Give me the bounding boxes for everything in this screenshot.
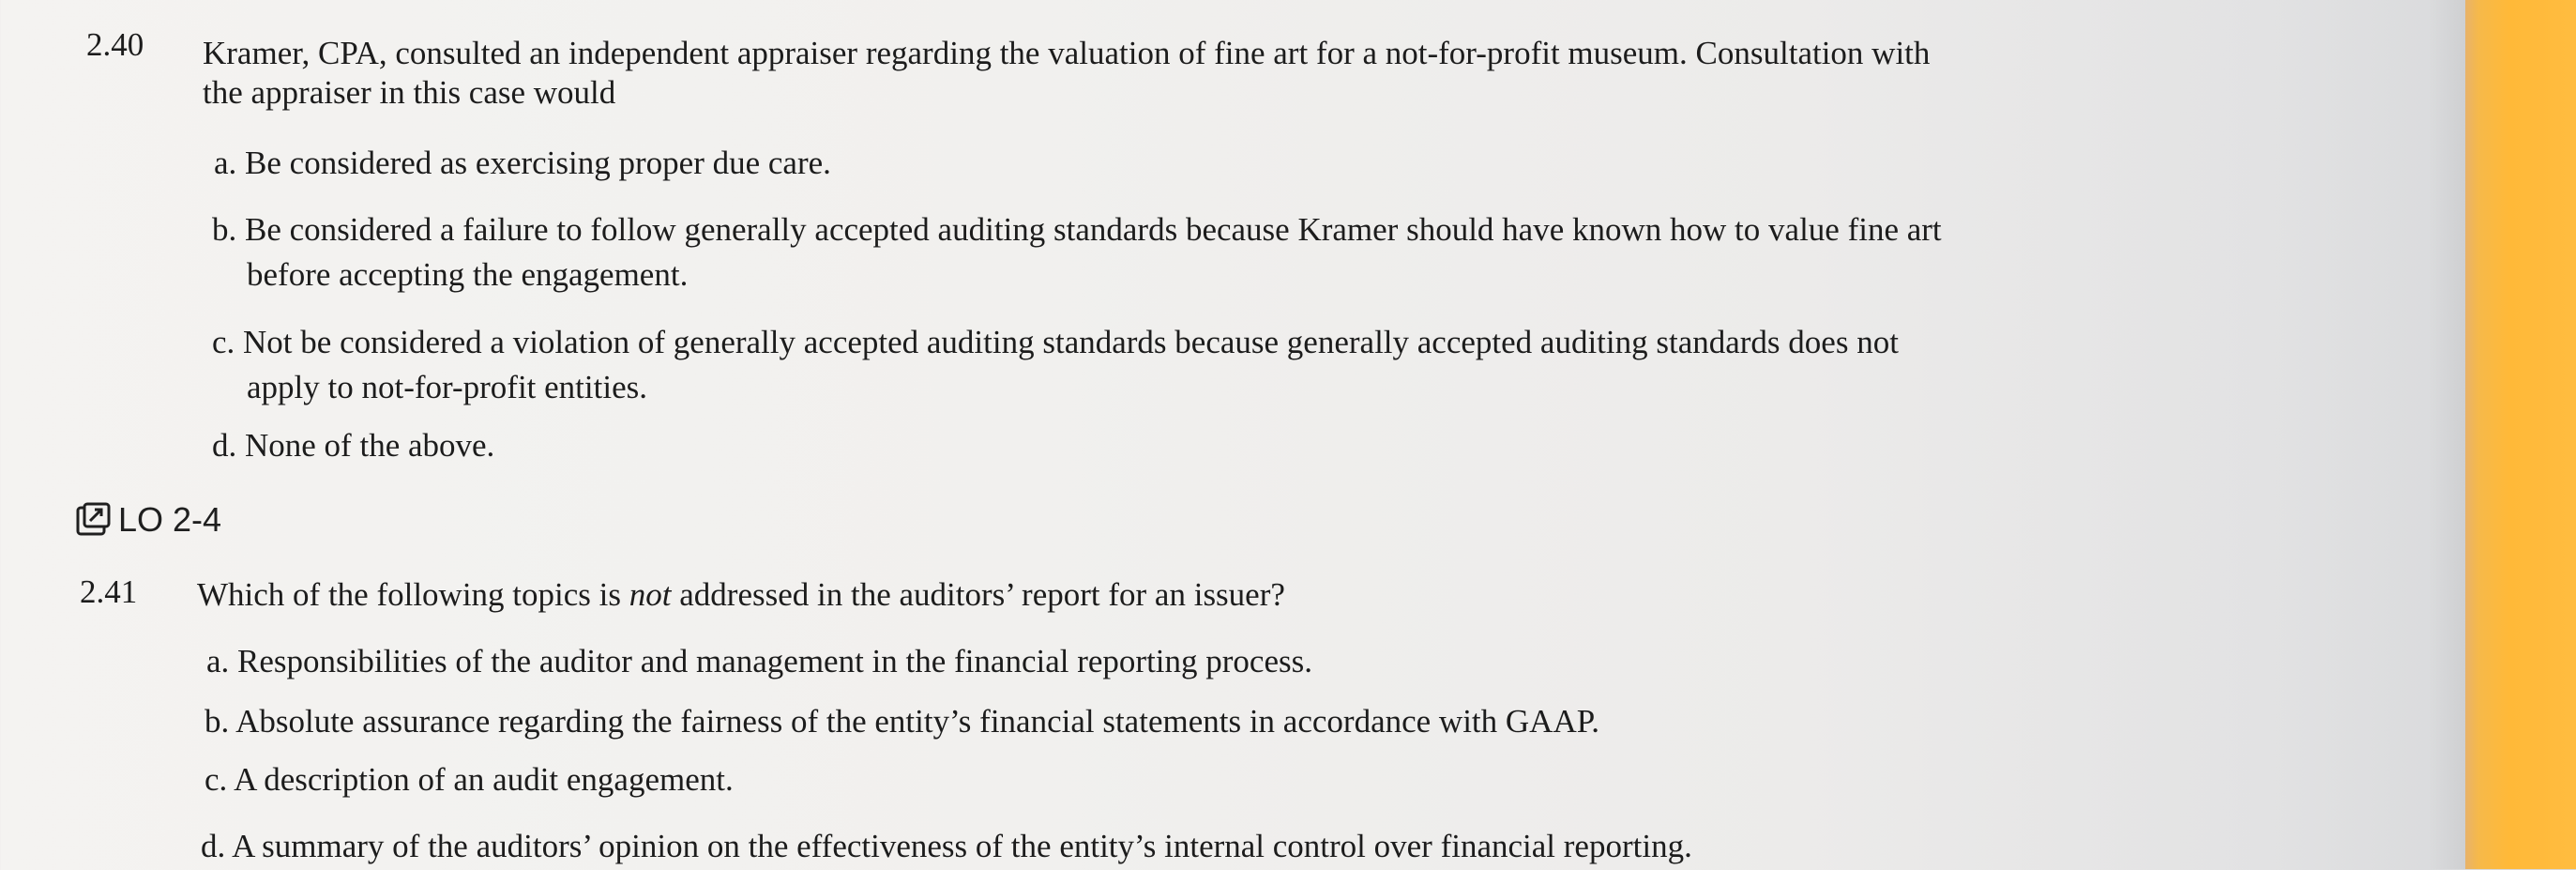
option-d[interactable]: d. A summary of the auditors’ opinion on the effectiveness of the entity’s internal control over financial reporting. (201, 828, 1692, 864)
option-b-line-2: before accepting the engagement. (247, 256, 689, 293)
lo-label: LO 2-4 (118, 500, 222, 539)
option-b-line-1[interactable]: b. Be considered a failure to follow generally accepted auditing standards because Kramer should have known how to value fine art (212, 211, 1942, 248)
question-stem (197, 573, 1285, 617)
screen-edge-shadow (2428, 0, 2465, 869)
learning-objective-heading (75, 500, 221, 540)
option-c-line-1[interactable]: c. Not be considered a violation of generally accepted auditing standards because generally accepted auditing standards does not (212, 324, 1899, 360)
option-b[interactable]: b. Absolute assurance regarding the fairness of the entity’s financial statements in accordance with GAAP. (205, 703, 1600, 740)
stem-text-after: addressed in the auditors’ report for an issuer? (671, 576, 1285, 613)
stem-italic-not: not (629, 576, 672, 613)
option-c[interactable]: c. A description of an audit engagement. (205, 761, 734, 798)
question-stem-line-2: the appraiser in this case would (203, 74, 616, 111)
question-number: 2.40 (86, 26, 144, 63)
option-c-line-2: apply to not-for-profit entities. (247, 369, 647, 405)
external-link-icon[interactable] (75, 502, 111, 538)
question-stem-line-1: Kramer, CPA, consulted an independent appraiser regarding the valuation of fine art for a not-for-profit museum. Consultation with (203, 35, 1931, 71)
option-a[interactable]: a. Responsibilities of the auditor and management in the financial reporting process. (206, 643, 1312, 679)
question-number: 2.41 (80, 573, 138, 610)
orange-screen-edge (2465, 0, 2576, 869)
stem-text-before: Which of the following topics is (197, 576, 629, 613)
option-d[interactable]: d. None of the above. (212, 427, 495, 464)
option-a[interactable]: a. Be considered as exercising proper due care. (214, 145, 831, 181)
